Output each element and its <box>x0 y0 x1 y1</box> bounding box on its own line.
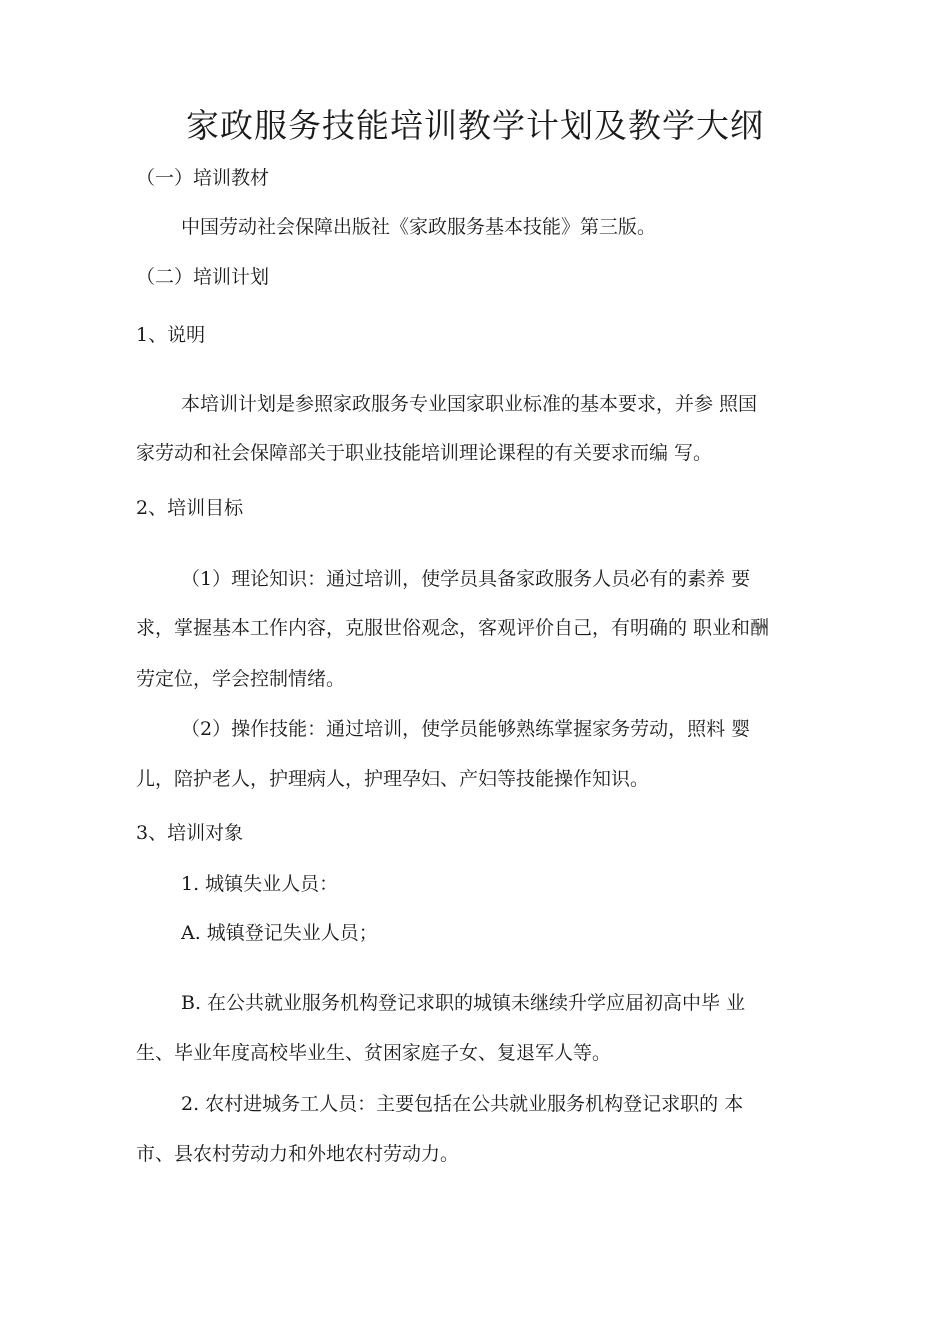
target-urban-registered: A. 城镇登记失业人员； <box>181 922 378 944</box>
target-graduates-line-2: 生、毕业年度高校毕业生、贫困家庭子女、复退军人等。 <box>136 1042 612 1064</box>
target-urban-unemployed: 1. 城镇失业人员： <box>181 873 339 895</box>
item-heading-targets: 3、培训对象 <box>136 822 244 844</box>
target-rural-workers-line-1: 2. 农村进城务工人员：主要包括在公共就业服务机构登记求职的 本 <box>181 1093 744 1115</box>
goal-theory-line-3: 劳定位，学会控制情绪。 <box>136 668 346 690</box>
target-rural-workers-line-2: 市、县农村劳动力和外地农村劳动力。 <box>136 1143 460 1165</box>
section-heading-textbook: （一）培训教材 <box>136 167 270 189</box>
description-line-1: 本培训计划是参照家政服务专业国家职业标准的基本要求，并参 照国 <box>181 393 758 415</box>
goal-skill-line-1: （2）操作技能：通过培训，使学员能够熟练掌握家务劳动，照料 婴 <box>181 718 751 740</box>
section-heading-plan: （二）培训计划 <box>136 266 270 288</box>
goal-theory-line-1: （1）理论知识：通过培训，使学员具备家政服务人员必有的素养 要 <box>181 568 751 590</box>
item-heading-description: 1、说明 <box>136 324 206 346</box>
item-heading-goals: 2、培训目标 <box>136 497 244 519</box>
goal-skill-line-2: 儿，陪护老人，护理病人，护理孕妇、产妇等技能操作知识。 <box>136 768 650 790</box>
target-graduates-line-1: B. 在公共就业服务机构登记求职的城镇未继续升学应届初高中毕 业 <box>181 992 746 1014</box>
goal-theory-line-2: 求，掌握基本工作内容，克服世俗观念，客观评价自己，有明确的 职业和酬 <box>136 617 770 639</box>
description-line-2: 家劳动和社会保障部关于职业技能培训理论课程的有关要求而编 写。 <box>136 442 713 464</box>
textbook-text: 中国劳动社会保障出版社《家政服务基本技能》第三版。 <box>181 216 657 238</box>
document-title: 家政服务技能培训教学计划及教学大纲 <box>186 106 764 145</box>
